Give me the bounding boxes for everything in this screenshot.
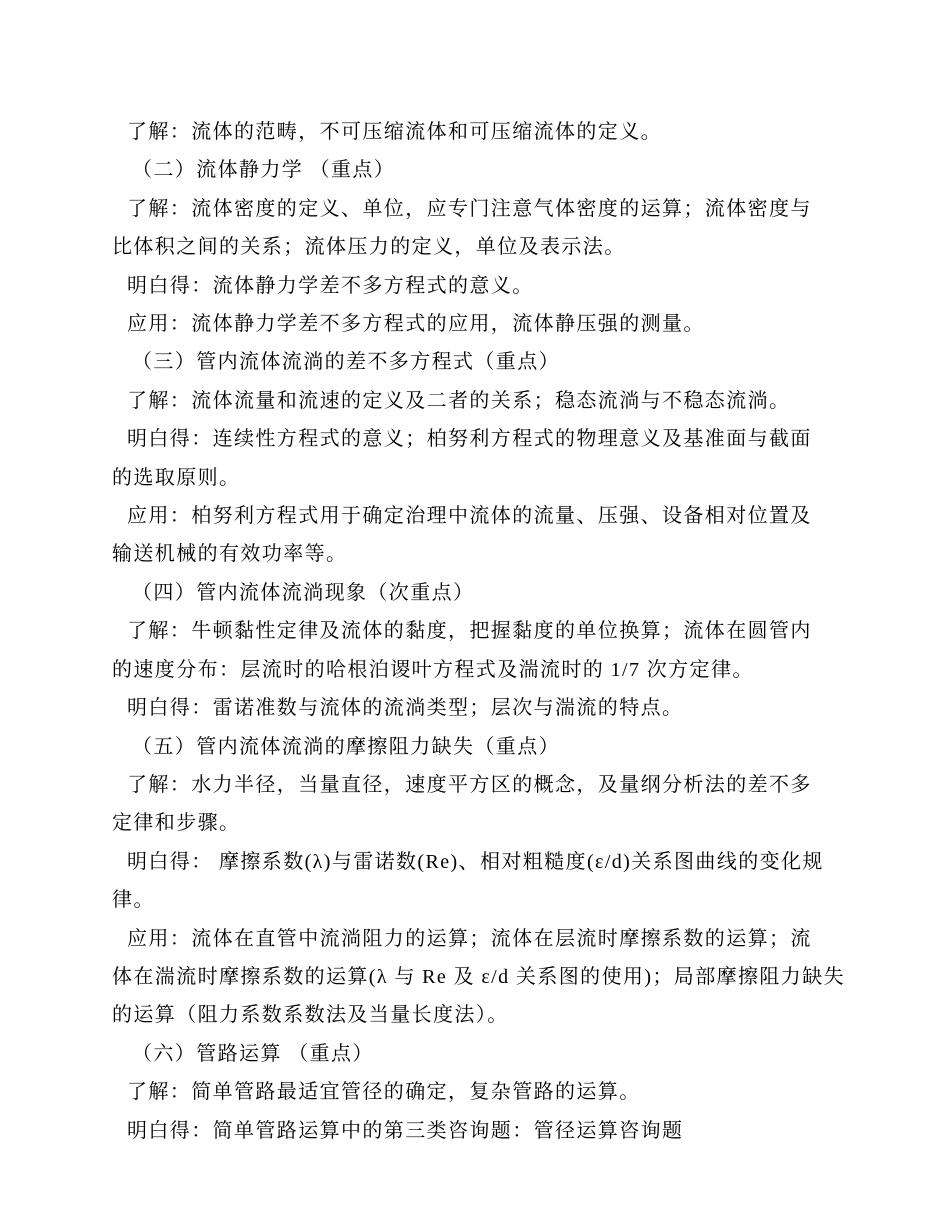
text-line: 的选取原则。: [112, 466, 241, 489]
text-line: 应用：柏努利方程式用于确定治理中流体的流量、压强、设备相对位置及: [127, 505, 812, 528]
text-line: 明白得：雷诺准数与流体的流淌类型；层次与湍流的特点。: [127, 697, 684, 720]
text-line: 明白得： 摩擦系数(λ)与雷诺数(Re)、相对粗糙度(ε/d)关系图曲线的变化规: [127, 850, 824, 873]
text-line: 定律和步骤。: [112, 812, 241, 835]
section-heading: （四）管内流体流淌现象（次重点）: [132, 581, 475, 604]
text-line: 的速度分布：层流时的哈根泊谡叶方程式及湍流时的 1/7 次方定律。: [112, 658, 754, 681]
text-line: 的运算（阻力系数系数法及当量长度法）。: [112, 1004, 509, 1027]
section-heading: （六）管路运算 （重点）: [132, 1042, 374, 1065]
section-heading: （三）管内流体流淌的差不多方程式（重点）: [132, 351, 560, 374]
text-line: 应用：流体静力学差不多方程式的应用，流体静压强的测量。: [127, 313, 705, 336]
text-line: 明白得：连续性方程式的意义；柏努利方程式的物理意义及基准面与截面: [127, 428, 812, 451]
section-heading: （二）流体静力学 （重点）: [132, 159, 396, 182]
text-line: 了解：流体流量和流速的定义及二者的关系；稳态流淌与不稳态流淌。: [127, 389, 791, 412]
text-line: 了解：流体的范畴，不可压缩流体和可压缩流体的定义。: [127, 121, 662, 143]
document-body: [112, 113, 845, 1150]
text-line: 明白得：流体静力学差不多方程式的意义。: [127, 274, 534, 297]
text-line: 应用：流体在直管中流淌阻力的运算；流体在层流时摩擦系数的运算；流: [127, 927, 812, 950]
text-line: 明白得：简单管路运算中的第三类咨询题：管径运算咨询题: [127, 1119, 684, 1142]
text-line: 了解：牛顿黏性定律及流体的黏度，把握黏度的单位换算；流体在圆管内: [127, 620, 812, 643]
text-line: 了解：简单管路最适宜管径的确定，复杂管路的运算。: [127, 1081, 641, 1104]
text-line: 了解：水力半径，当量直径，速度平方区的概念，及量纲分析法的差不多: [127, 773, 812, 796]
text-line: 体在湍流时摩擦系数的运算(λ 与 Re 及 ε/d 关系图的使用)；局部摩擦阻力缺失: [112, 965, 845, 988]
section-heading: （五）管内流体流淌的摩擦阻力缺失（重点）: [132, 735, 560, 758]
text-line: 输送机械的有效功率等。: [112, 543, 348, 566]
text-line: 了解：流体密度的定义、单位，应专门注意气体密度的运算；流体密度与: [127, 197, 812, 220]
text-line: 比体积之间的关系；流体压力的定义，单位及表示法。: [112, 236, 626, 259]
text-line: 律。: [112, 889, 155, 912]
